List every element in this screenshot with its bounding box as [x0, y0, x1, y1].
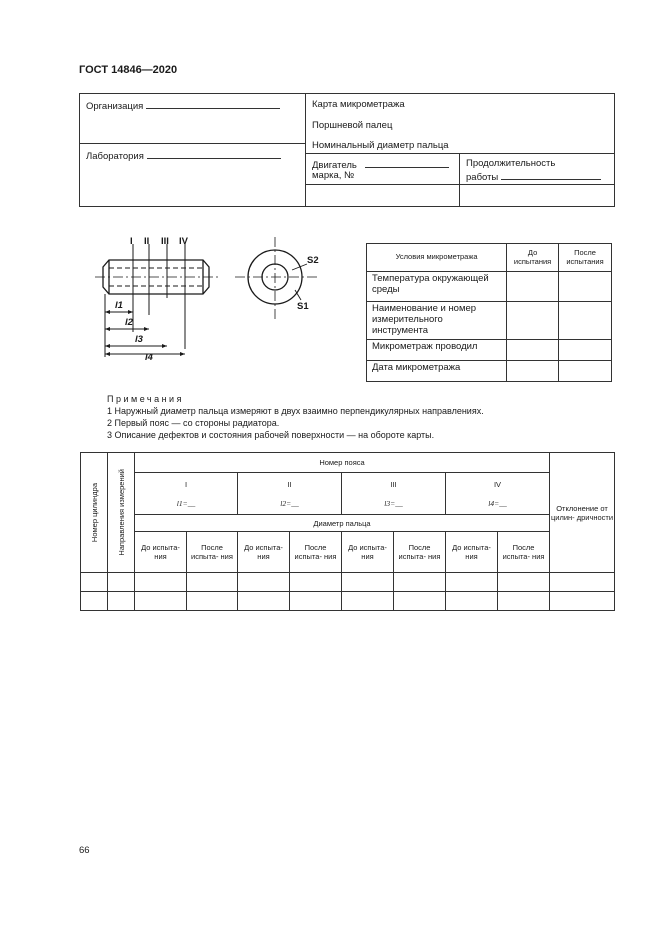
note-item: 2 Первый пояс — со стороны радиатора.: [107, 418, 280, 429]
engine-label: Двигатель: [312, 160, 357, 171]
table-cell[interactable]: [290, 573, 342, 592]
after-test-header: После испыта- ния: [394, 532, 446, 573]
conditions-cell[interactable]: [507, 272, 559, 302]
table-cell[interactable]: [342, 573, 394, 592]
conditions-table: [366, 243, 612, 382]
measurement-direction-header: Направления измерений: [108, 453, 135, 573]
notes: [107, 393, 484, 442]
organization-field: [86, 99, 280, 112]
table-cell[interactable]: [238, 573, 290, 592]
conditions-row-operator: Микрометраж проводил: [367, 339, 507, 360]
conditions-cell[interactable]: [507, 360, 559, 381]
after-test-header: После испыта- ния: [498, 532, 550, 573]
laboratory-label: Лаборатория: [86, 151, 144, 162]
conditions-header-after: После испытания: [559, 244, 612, 272]
belt-i: I l1=__: [135, 473, 238, 515]
table-cell[interactable]: [81, 573, 108, 592]
table-cell[interactable]: [108, 592, 135, 611]
note-item: 1 Наружный диаметр пальца измеряют в двух взаимно перпендикулярных направлениях.: [107, 406, 484, 417]
table-cell[interactable]: [550, 592, 615, 611]
page-number: 66: [79, 845, 90, 856]
duration-label: работы: [466, 172, 499, 183]
before-test-header: До испыта- ния: [135, 532, 187, 573]
notes-title: Примечания: [107, 394, 184, 404]
section-label-iv: IV: [179, 236, 188, 247]
after-test-header: После испыта- ния: [187, 532, 238, 573]
measurement-table: [80, 452, 615, 611]
part-name: Поршневой палец: [312, 120, 393, 131]
dim-label-l2: l2: [125, 317, 133, 328]
conditions-cell[interactable]: [507, 339, 559, 360]
conditions-row-instrument: Наименование и номер измерительного инструмента: [367, 302, 507, 340]
conditions-cell[interactable]: [559, 302, 612, 340]
organization-blank: [146, 99, 280, 109]
table-cell[interactable]: [238, 592, 290, 611]
standard-code: ГОСТ 14846—2020: [79, 64, 178, 76]
conditions-header-condition: Условия микрометража: [367, 244, 507, 272]
section-label-iii: III: [161, 236, 169, 247]
belt-ii: II l2=__: [238, 473, 342, 515]
table-cell[interactable]: [394, 573, 446, 592]
conditions-cell[interactable]: [559, 339, 612, 360]
table-row: [81, 592, 615, 611]
table-cell[interactable]: [342, 592, 394, 611]
before-test-header: До испыта- ния: [238, 532, 290, 573]
laboratory-blank: [147, 149, 281, 159]
dim-label-s2: S2: [307, 255, 319, 266]
engine-label-line2: марка, №: [312, 170, 355, 181]
card-title: Карта микрометража: [312, 99, 405, 110]
table-cell[interactable]: [187, 592, 238, 611]
cylindricity-deviation-header: Отклонение от цилин- дричности: [550, 453, 615, 573]
conditions-cell[interactable]: [559, 360, 612, 381]
after-test-header: После испыта- ния: [290, 532, 342, 573]
table-cell[interactable]: [290, 592, 342, 611]
dim-label-l3: l3: [135, 334, 143, 345]
duration-label-line2: [466, 170, 601, 183]
dim-label-s1: S1: [297, 301, 309, 312]
conditions-row-date: Дата микрометража: [367, 360, 507, 381]
belt-number-header: Номер пояса: [135, 453, 550, 473]
table-cell[interactable]: [498, 592, 550, 611]
table-cell[interactable]: [498, 573, 550, 592]
table-cell[interactable]: [135, 573, 187, 592]
table-cell[interactable]: [446, 592, 498, 611]
dim-label-l4: l4: [145, 352, 153, 363]
table-cell[interactable]: [135, 592, 187, 611]
organization-label: Организация: [86, 101, 144, 112]
note-item: 3 Описание дефектов и состояния рабочей поверхности — на обороте карты.: [107, 430, 435, 441]
laboratory-field: [86, 149, 281, 162]
conditions-header-before: До испытания: [507, 244, 559, 272]
section-label-ii: II: [144, 236, 150, 247]
conditions-cell[interactable]: [507, 302, 559, 340]
belt-iv: IV l4=__: [446, 473, 550, 515]
engine-blank: [365, 158, 449, 168]
piston-pin-drawing: [95, 232, 345, 382]
table-cell[interactable]: [394, 592, 446, 611]
dim-label-l1: l1: [115, 300, 123, 311]
table-row: [81, 573, 615, 592]
conditions-row-temperature: Температура окружающей среды: [367, 272, 507, 302]
pin-diameter-header: Диаметр пальца: [135, 515, 550, 532]
table-cell[interactable]: [108, 573, 135, 592]
table-cell[interactable]: [446, 573, 498, 592]
duration-blank: [501, 170, 601, 180]
nominal-diameter-label: Номинальный диаметр пальца: [312, 140, 449, 151]
before-test-header: До испыта- ния: [446, 532, 498, 573]
before-test-header: До испыта- ния: [342, 532, 394, 573]
table-cell[interactable]: [187, 573, 238, 592]
conditions-cell[interactable]: [559, 272, 612, 302]
belt-iii: III l3=__: [342, 473, 446, 515]
table-cell[interactable]: [81, 592, 108, 611]
cylinder-number-header: Номер цилиндра: [81, 453, 108, 573]
section-label-i: I: [130, 236, 133, 247]
table-cell[interactable]: [550, 573, 615, 592]
duration-label-line1: Продолжительность: [466, 158, 556, 169]
